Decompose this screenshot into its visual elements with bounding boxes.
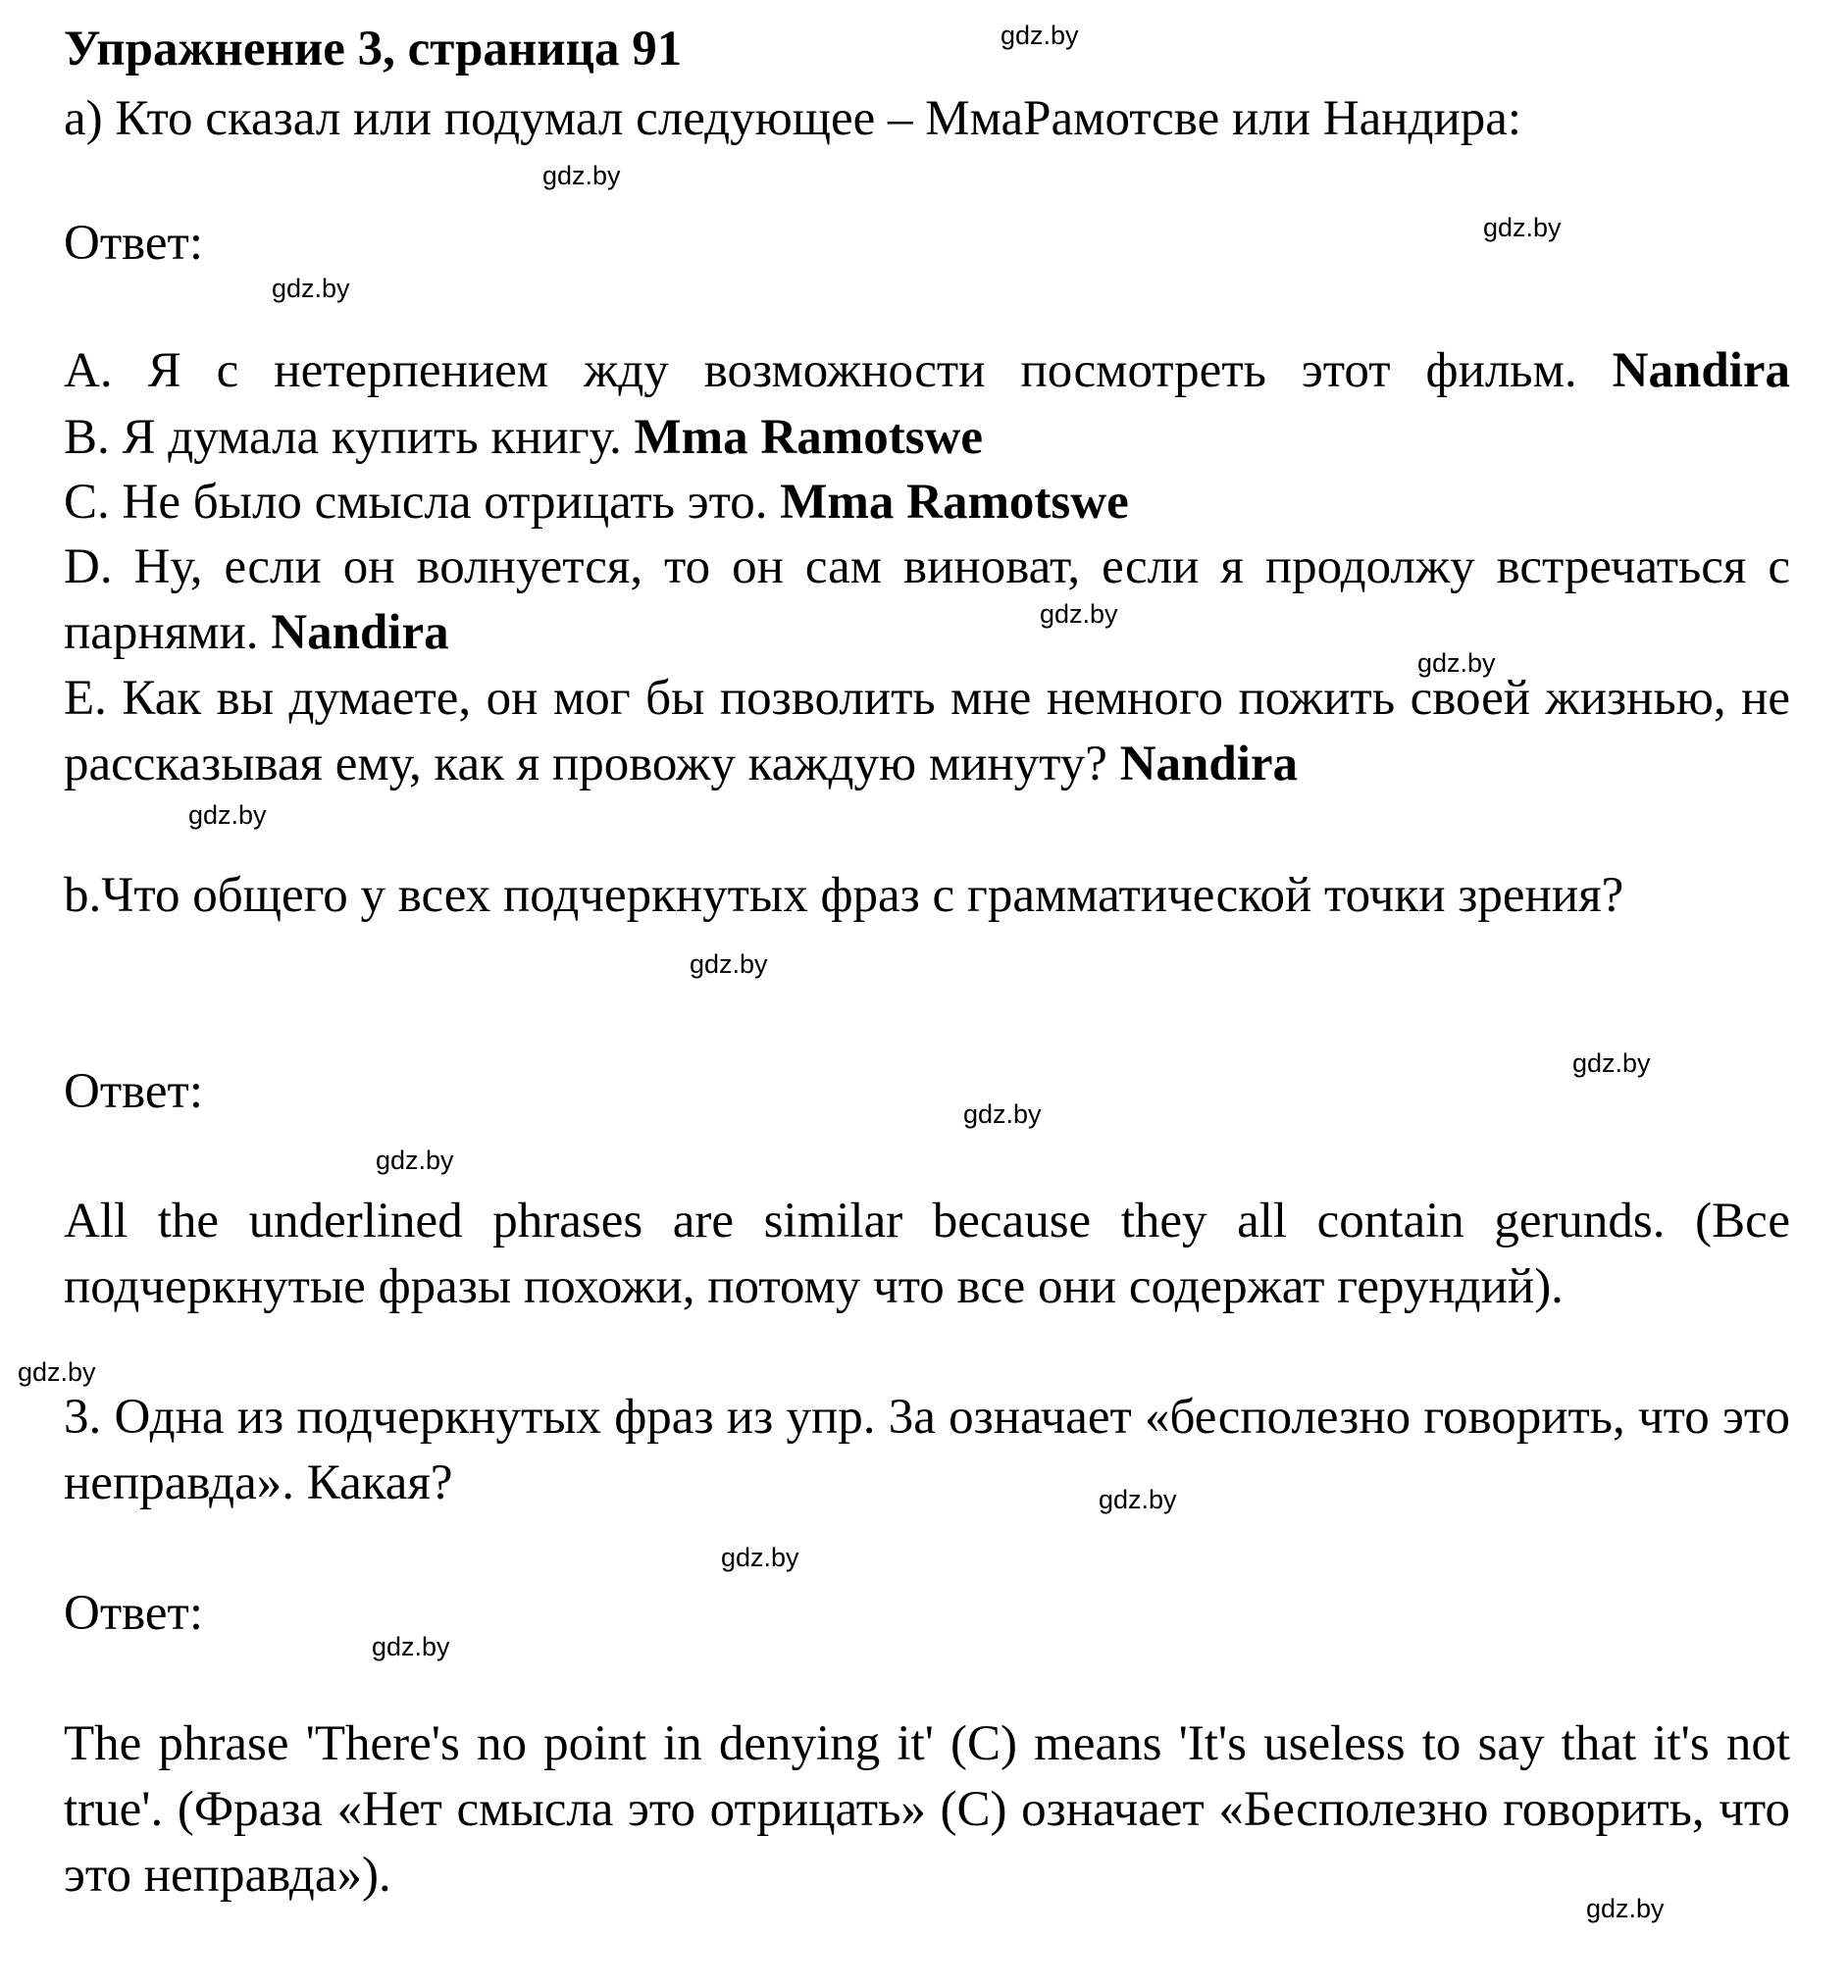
item-d xyxy=(64,535,1790,666)
watermark: gdz.by xyxy=(690,949,768,979)
watermark: gdz.by xyxy=(1417,648,1496,678)
watermark: gdz.by xyxy=(18,1357,96,1387)
item-e-text: E. Как вы думаете, он мог бы позволить мне немного пожить своей жизнью, не рассказывая ему, как я провожу каждую минуту? xyxy=(64,671,1790,791)
item-a xyxy=(64,338,1790,404)
answer-label-3: Ответ: xyxy=(64,1586,203,1641)
item-c-text: C. Не было смысла отрицать это. xyxy=(64,475,768,530)
watermark: gdz.by xyxy=(188,800,267,830)
answer-label-b: Ответ: xyxy=(64,1064,203,1119)
item-d-answer: Nandira xyxy=(271,605,449,660)
watermark: gdz.by xyxy=(1483,213,1562,242)
item-b-text: B. Я думала купить книгу. xyxy=(64,410,622,465)
watermark: gdz.by xyxy=(1001,21,1079,50)
task-b-question: b.Что общего у всех подчеркнутых фраз с грамматической точки зрения? xyxy=(64,868,1624,923)
task-a-question: а) Кто сказал или подумал следующее – МмаРамотсве или Нандира: xyxy=(64,91,1522,146)
item-e-answer: Nandira xyxy=(1119,737,1299,791)
answer-3-text: The phrase 'There's no point in denying it' (C) means 'It's useless to say that it's not true'. (Фраза «Нет смысла это отрицать» (C) означает «Бесполезно говорить, что это неправда»). xyxy=(64,1716,1790,1903)
item-d-text: D. Ну, если он волнуется, то он сам виноват, если я продолжу встречаться с парнями. xyxy=(64,539,1790,660)
watermark: gdz.by xyxy=(1572,1048,1651,1078)
watermark: gdz.by xyxy=(1040,599,1118,629)
item-c-answer: Mma Ramotswe xyxy=(780,475,1129,530)
answer-b-text: All the underlined phrases are similar because they all contain gerunds. (Все подчеркнутые фразы похожи, потому что все они содержат герундий). xyxy=(64,1194,1790,1314)
item-b-answer: Mma Ramotswe xyxy=(634,410,984,465)
answer-label-a: Ответ: xyxy=(64,216,203,271)
item-a-text: A. Я с нетерпением жду возможности посмотреть этот фильм. xyxy=(64,343,1577,398)
watermark: gdz.by xyxy=(1586,1894,1665,1923)
item-a-answer: Nandira xyxy=(1612,343,1791,398)
item-b xyxy=(64,405,983,470)
watermark: gdz.by xyxy=(272,274,350,303)
task-3-question: 3. Одна из подчеркнутых фраз из упр. 3а означает «бесполезно говорить, что это неправда». Какая? xyxy=(64,1390,1790,1510)
watermark: gdz.by xyxy=(376,1146,454,1175)
watermark: gdz.by xyxy=(963,1099,1042,1129)
watermark: gdz.by xyxy=(372,1632,450,1661)
watermark: gdz.by xyxy=(542,161,621,190)
item-c xyxy=(64,470,1129,535)
watermark: gdz.by xyxy=(721,1543,799,1572)
watermark: gdz.by xyxy=(1099,1485,1177,1514)
item-e xyxy=(64,666,1790,797)
page-title: Упражнение 3, страница 91 xyxy=(64,22,683,76)
